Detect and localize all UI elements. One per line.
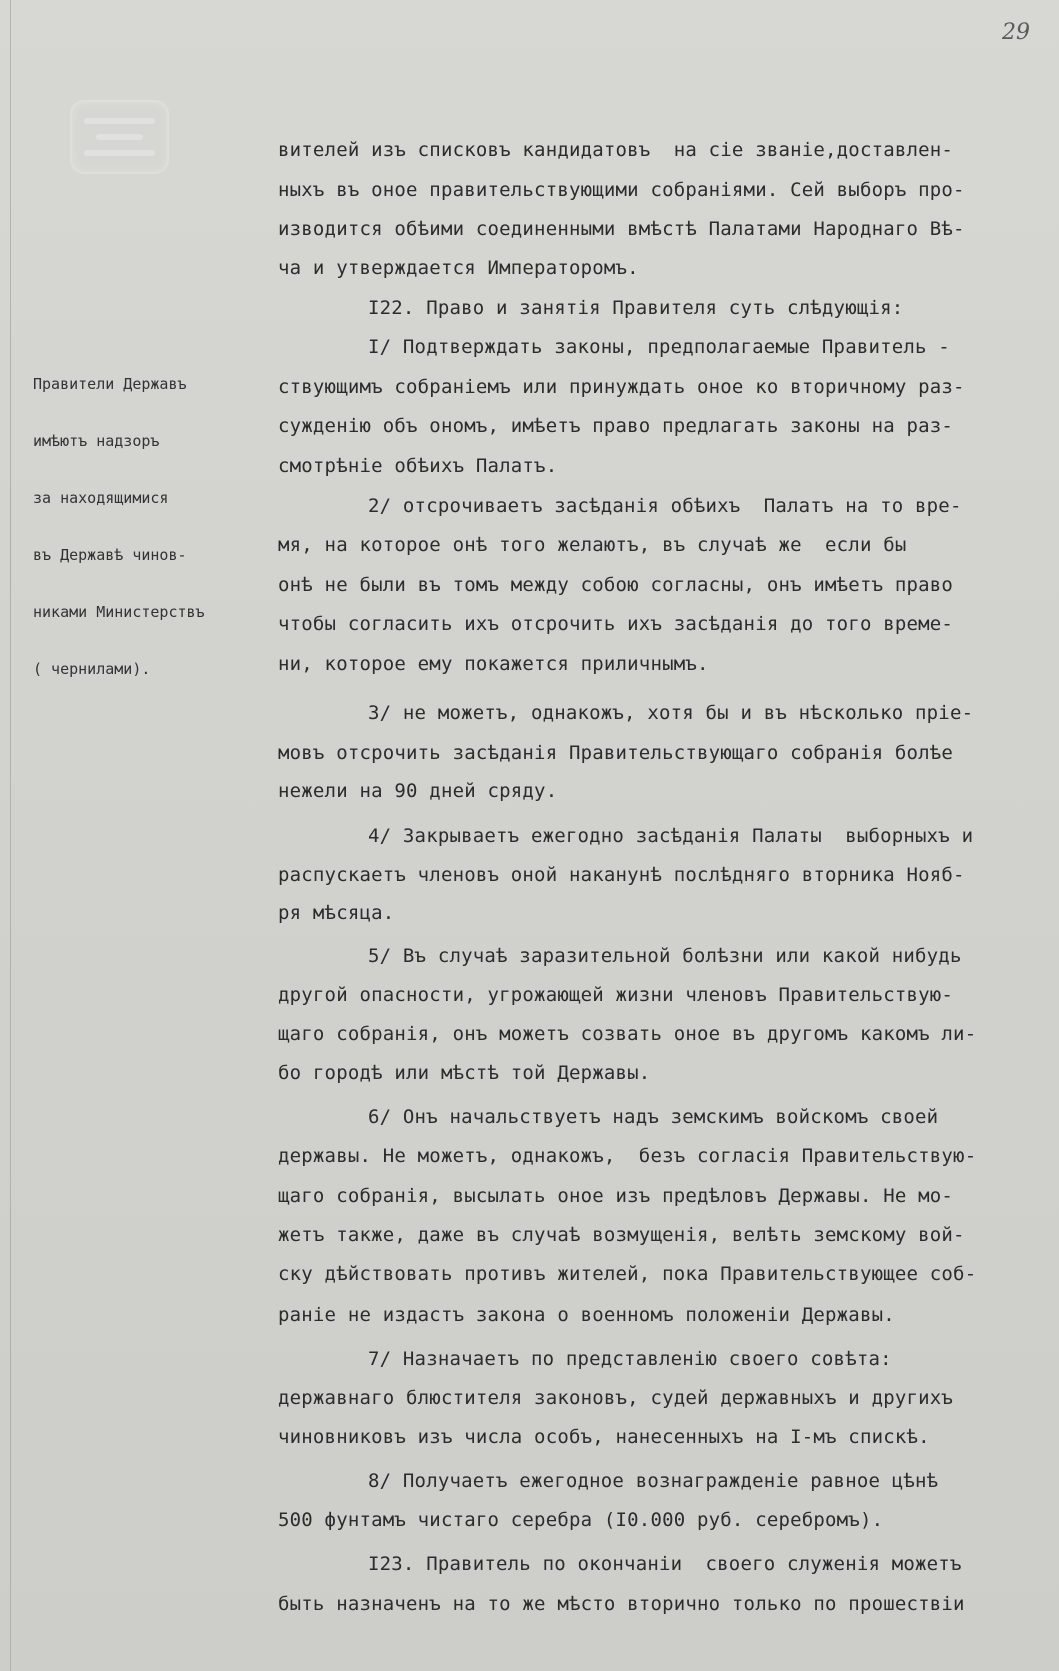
body-line: державы. Не можетъ, однакожъ, безъ согласія Правительствую- bbox=[278, 1145, 977, 1167]
body-line: распускаетъ членовъ оной наканунѣ послѣдняго вторника Нояб- bbox=[278, 864, 965, 886]
body-line: быть назначенъ на то же мѣсто вторично только по прошествіи bbox=[278, 1593, 965, 1615]
body-line: изводится обѣими соединенными вмѣстѣ Палатами Народнаго Вѣ- bbox=[278, 218, 965, 240]
body-line: 2/ отсрочиваетъ засѣданія обѣихъ Палатъ на то вре- bbox=[368, 495, 962, 517]
margin-note-line: Правители Державъ bbox=[33, 375, 187, 393]
margin-note-line: никами Министерствъ bbox=[33, 603, 205, 621]
body-line: мя, на которое онѣ того желаютъ, въ случаѣ же если бы bbox=[278, 534, 907, 556]
body-line: чтобы согласить ихъ отсрочить ихъ засѣданія до того време- bbox=[278, 613, 954, 635]
body-line: бо городѣ или мѣстѣ той Державы. bbox=[278, 1062, 651, 1084]
body-line: I23. Правитель по окончаніи своего служенія можетъ bbox=[368, 1553, 962, 1575]
body-line: щаго собранія, высылать оное изъ предѣловъ Державы. Не мо- bbox=[278, 1185, 954, 1207]
body-line: ныхъ въ оное правительствующими собраніями. Сей выборъ про- bbox=[278, 179, 965, 201]
body-line: 4/ Закрываетъ ежегодно засѣданія Палаты выборныхъ и bbox=[368, 825, 974, 847]
body-line: вителей изъ списковъ кандидатовъ на сіе званіе,доставлен- bbox=[278, 139, 954, 161]
body-line: сужденію объ ономъ, имѣетъ право предлагать законы на раз- bbox=[278, 415, 954, 437]
body-line: другой опасности, угрожающей жизни членовъ Правительствую- bbox=[278, 984, 954, 1006]
body-line: 8/ Получаетъ ежегодное вознагражденіе равное цѣнѣ bbox=[368, 1470, 939, 1492]
body-line: I22. Право и занятія Правителя суть слѣдующія: bbox=[368, 297, 904, 319]
page-number: 29 bbox=[1002, 20, 1030, 45]
body-line: 3/ не можетъ, однакожъ, хотя бы и въ нѣсколько пріе- bbox=[368, 702, 974, 724]
body-line: жетъ также, даже въ случаѣ возмущенія, велѣть земскому вой- bbox=[278, 1224, 965, 1246]
body-line: 6/ Онъ начальствуетъ надъ земскимъ войскомъ своей bbox=[368, 1106, 939, 1128]
body-line: онѣ не были въ томъ между собою согласны, онъ имѣетъ право bbox=[278, 574, 954, 596]
body-line: ча и утверждается Императоромъ. bbox=[278, 257, 639, 279]
body-line: I/ Подтверждать законы, предполагаемые Правитель - bbox=[368, 336, 950, 358]
margin-note-line: ( чернилами). bbox=[33, 660, 151, 678]
body-line: 5/ Въ случаѣ заразительной болѣзни или какой нибудь bbox=[368, 945, 962, 967]
body-line: раніе не издастъ закона о военномъ положеніи Державы. bbox=[278, 1304, 895, 1326]
body-line: ску дѣйствовать противъ жителей, пока Правительствующее соб- bbox=[278, 1263, 977, 1285]
body-line: 500 фунтамъ чистаго серебра (I0.000 руб. серебромъ). bbox=[278, 1509, 884, 1531]
body-line: 7/ Назначаетъ по представленію своего совѣта: bbox=[368, 1348, 892, 1370]
body-line: нежели на 90 дней сряду. bbox=[278, 780, 558, 802]
body-line: ни, которое ему покажется приличнымъ. bbox=[278, 653, 709, 675]
margin-note-line: за находящимися bbox=[33, 489, 169, 507]
body-line: чиновниковъ изъ числа особъ, нанесенныхъ на I-мъ спискѣ. bbox=[278, 1426, 930, 1448]
body-line: щаго собранія, онъ можетъ созвать оное въ другомъ какомъ ли- bbox=[278, 1023, 977, 1045]
body-line: ствующимъ собраніемъ или принуждать оное ко вторичному раз- bbox=[278, 376, 965, 398]
margin-note-line: имѣютъ надзоръ bbox=[33, 432, 160, 450]
body-line: державнаго блюстителя законовъ, судей державныхъ и другихъ bbox=[278, 1387, 954, 1409]
margin-note-line: въ Державѣ чинов- bbox=[33, 546, 187, 564]
body-line: смотрѣніе обѣихъ Палатъ. bbox=[278, 455, 558, 477]
body-line: мовъ отсрочить засѣданія Правительствующаго собранія болѣе bbox=[278, 742, 954, 764]
body-line: ря мѣсяца. bbox=[278, 902, 395, 924]
